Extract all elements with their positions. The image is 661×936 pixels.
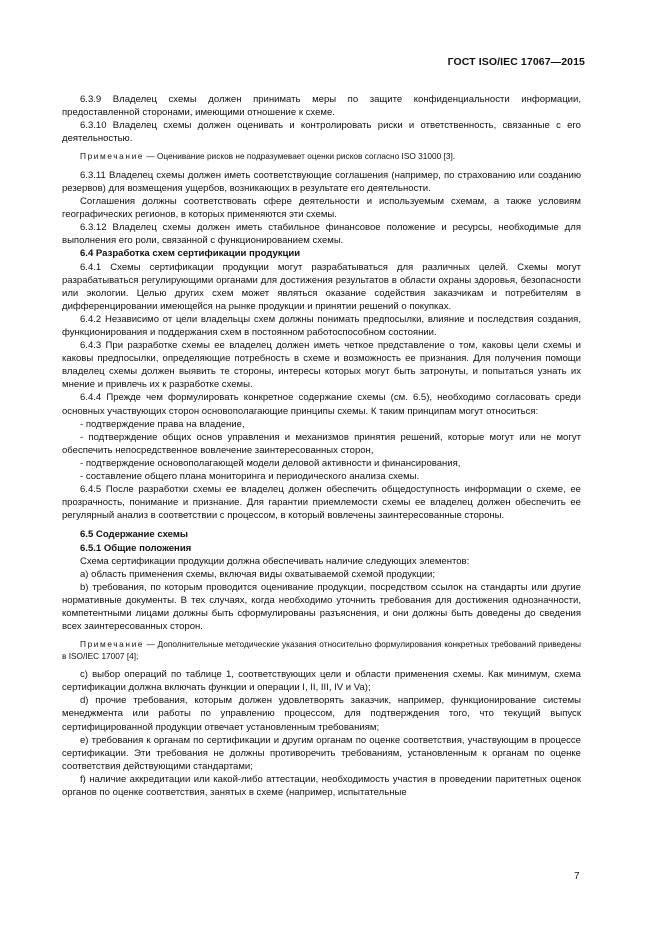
paragraph-6-5-1: Схема сертификации продукции должна обеспечивать наличие следующих элементов: [80, 555, 470, 567]
list-item-b: b) требования, по которым проводится оценивание продукции, посредством ссылок на стандарты или другие нормативные документы. В тех случаях, когда необходимо уточнить требования для достижения однозначности, компетентными лицами должны быть сформулированы разъяснения, и они должны быть доведены до сведения всех заинтересованных сторон. [62, 581, 581, 633]
paragraph-6-4-4: 6.4.4 Прежде чем формулировать конкретное содержание схемы (см. 6.5), необходимо согласовать среди основных участвующих сторон основополагающие принципы схемы. К таким принципам могут относиться: [62, 392, 581, 417]
paragraph-6-3-11: 6.3.11 Владелец схемы должен иметь соответствующие соглашения (например, по страхованию или созданию резервов) для возмещения ущербов, возникающих в результате его деятельности. [62, 169, 581, 194]
note-requirements [62, 639, 581, 662]
principle-item: - подтверждение общих основ управления и механизмов принятия решений, которые могут или не могут обеспечить непосредственное вовлечение заинтересованных сторон, [62, 431, 581, 456]
principle-item: - составление общего плана мониторинга и периодического анализа схемы. [80, 471, 420, 483]
section-heading-6-4: 6.4 Разработка схем сертификации продукции [80, 248, 301, 260]
note-text: — Дополнительные методические указания относительно формулирования конкретных требований приведены в ISO/IEC 17007 [4]; [62, 639, 581, 661]
note-label: Примечание [80, 151, 145, 162]
paragraph-6-3-12: 6.3.12 Владелец схемы должен иметь стабильное финансовое положение и ресурсы, необходимые для выполнения его роли, связанной с функционированием схемы. [62, 222, 581, 247]
paragraph-6-4-5: 6.4.5 После разработки схемы ее владелец должен обеспечить общедоступность информации о схеме, ее прозрачность, понимание и признание. Для гарантии приемлемости схемы ее владелец должен обеспечить ее регулярный анализ в соответствии с процессом, в который вовлечены заинтересованные стороны. [62, 484, 581, 522]
principle-item: - подтверждение основополагающей модели деловой активности и финансирования, [80, 457, 461, 469]
list-item-f: f) наличие аккредитации или какой-либо аттестации, необходимость участия в проведении паритетных оценок органов по оценке соответствия, занятых в схеме (например, испытательные [62, 773, 581, 798]
paragraph-6-3-11-continued: Соглашения должны соответствовать сфере деятельности и используемым схемам, а также условиям географических регионов, в которых применяются эти схемы. [62, 196, 581, 221]
paragraph-6-3-10: 6.3.10 Владелец схемы должен оценивать и контролировать риски и ответственность, связанные с его деятельностью. [62, 120, 581, 145]
list-item-a: а) область применения схемы, включая виды охватываемой схемой продукции; [80, 568, 435, 580]
document-body [62, 93, 581, 799]
paragraph-6-4-1: 6.4.1 Схемы сертификации продукции могут разрабатываться для различных целей. Схемы могут разрабатываться регулирующими органами для достижения результатов в области охраны здоровья, безопасности или экологии. Целью других схем может являться оказание содействия заказчикам и потребителям в дифференцировании имеющейся на рынке продукции и принятии решений о покупках. [62, 261, 581, 312]
list-item-e: e) требования к органам по сертификации и другим органам по оценке соответствия, участвующим в процессе сертификации. Эти требования не должны противоречить требованиям, установленным к органам по оценке соответствия действующими стандартами; [62, 734, 581, 772]
principle-item: - подтверждение права на владение, [80, 418, 245, 430]
subsection-heading-6-5-1: 6.5.1 Общие положения [80, 542, 192, 554]
section-heading-6-5: 6.5 Содержание схемы [80, 529, 189, 541]
paragraph-6-4-3: 6.4.3 При разработке схемы ее владелец должен иметь четкое представление о том, каковы цели схемы и каковы предпосылки, определяющие потребность в схеме и возможность ее признания. Для получения помощи владелец схемы должен выявить те стороны, интересы которых могут быть затронуты, и попытаться узнать их мнение и привлечь их к разработке схемы. [62, 340, 581, 391]
note-risk [62, 151, 581, 163]
note-text: — Оценивание рисков не подразумевает оценки рисков согласно ISO 31000 [3]. [144, 151, 456, 162]
note-label: Примечание [80, 639, 145, 650]
paragraph-6-3-9: 6.3.9 Владелец схемы должен принимать меры по защите конфиденциальности информации, предоставленной сторонами, имеющими отношение к схеме. [62, 94, 581, 119]
page-number: 7 [574, 871, 580, 882]
list-item-c: c) выбор операций по таблице 1, соответствующих цели и области применения схемы. Как минимум, схема сертификации должна включать функции и операции I, II, III, IV и Va); [62, 669, 581, 694]
list-item-d: d) прочие требования, которым должен удовлетворять заказчик, например, функционирование системы менеджмента или работы по управлению процессом, для подтверждения того, что текущий выпуск сертифицированной продукции отвечает установленным требованиям; [62, 695, 581, 733]
document-header: ГОСТ ISO/IEC 17067—2015 [447, 56, 585, 68]
paragraph-6-4-2: 6.4.2 Независимо от цели владельцы схем должны понимать предпосылки, влияние и последствия создания, функционирования и поддержания схем в постоянном работоспособном состоянии. [62, 313, 581, 338]
